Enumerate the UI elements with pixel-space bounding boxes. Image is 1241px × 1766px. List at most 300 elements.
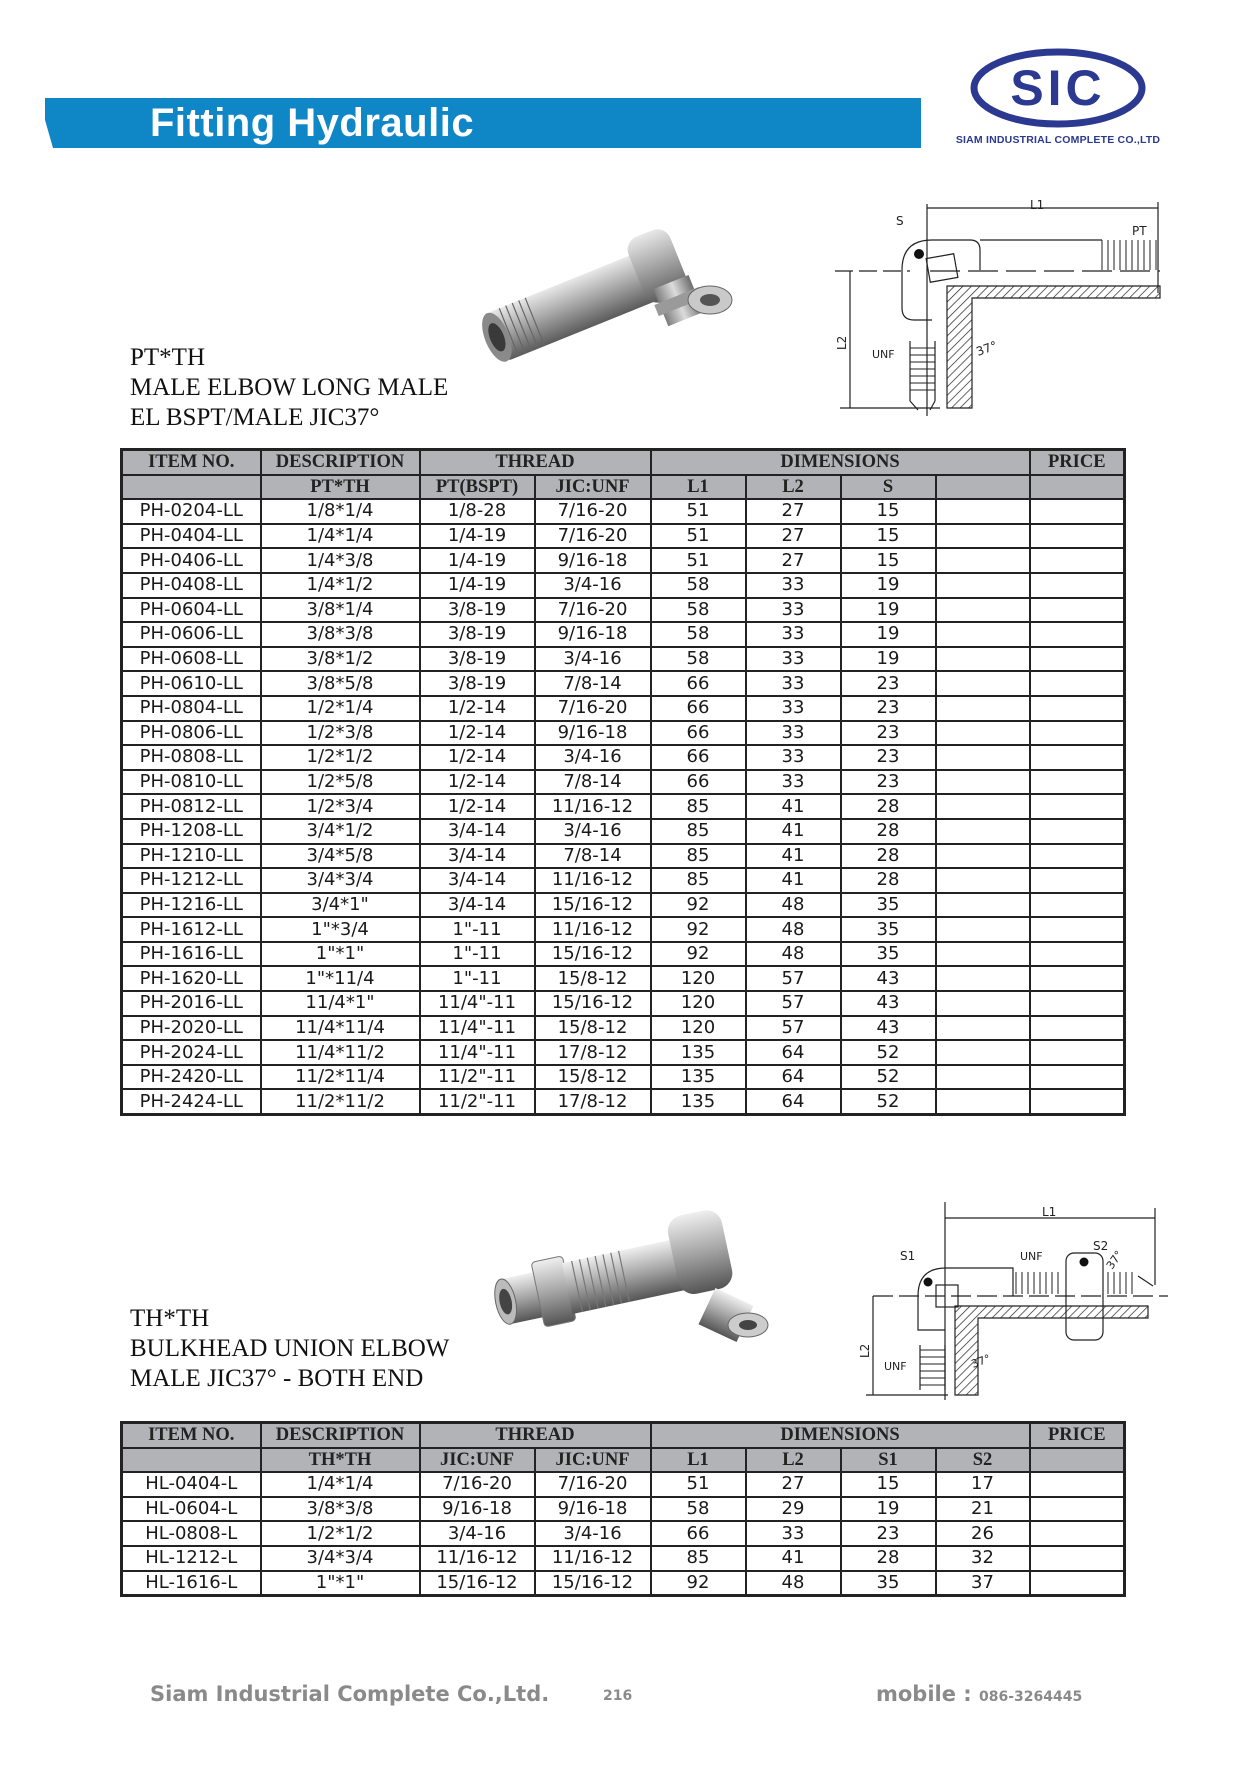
cell-thread-1: 3/8-19 [420, 622, 535, 647]
cell-dim-2: 41 [746, 794, 841, 819]
cell-item-no: HL-0808-L [122, 1521, 261, 1546]
cell-item-no: PH-0406-LL [122, 548, 261, 573]
table-row [122, 1571, 1125, 1596]
cell-dim-4 [936, 598, 1030, 623]
cell-dim-1: 92 [651, 893, 746, 918]
cell-dim-1: 85 [651, 1546, 746, 1571]
cell-dim-3: 28 [841, 1546, 936, 1571]
cell-dim-4 [936, 1065, 1030, 1090]
cell-dim-3: 35 [841, 942, 936, 967]
cell-dim-2: 27 [746, 524, 841, 549]
cell-dim-1: 85 [651, 868, 746, 893]
bulkhead-elbow-diagram [848, 1190, 1168, 1400]
cell-description: 1"*3/4 [261, 917, 420, 942]
cell-description: 11/2*11/4 [261, 1065, 420, 1090]
cell-dim-1: 120 [651, 991, 746, 1016]
cell-dim-4 [936, 696, 1030, 721]
cell-item-no: PH-1612-LL [122, 917, 261, 942]
cell-description: 1"*11/4 [261, 966, 420, 991]
cell-dim-1: 92 [651, 942, 746, 967]
table-row [122, 1089, 1125, 1114]
cell-thread-1: 11/2"-11 [420, 1065, 535, 1090]
table-row [122, 548, 1125, 573]
cell-dim-3: 23 [841, 770, 936, 795]
cell-description: 3/8*1/4 [261, 598, 420, 623]
section2-title-line: MALE JIC37° - BOTH END [130, 1365, 424, 1392]
cell-dim-3: 28 [841, 844, 936, 869]
cell-dim-2: 41 [746, 868, 841, 893]
footer-mobile [876, 1682, 1082, 1706]
cell-price [1030, 721, 1125, 746]
diagram-label-l2: L2 [858, 1343, 872, 1358]
cell-dim-1: 58 [651, 573, 746, 598]
cell-thread-2: 9/16-18 [535, 622, 651, 647]
cell-dim-4 [936, 671, 1030, 696]
company-name-logo: SIAM INDUSTRIAL COMPLETE CO.,LTD [955, 134, 1161, 146]
cell-price [1030, 696, 1125, 721]
spec-table-th-th [120, 1421, 1126, 1597]
table-row [122, 745, 1125, 770]
cell-item-no: PH-2420-LL [122, 1065, 261, 1090]
cell-price [1030, 573, 1125, 598]
cell-thread-1: 1/2-14 [420, 770, 535, 795]
cell-thread-2: 9/16-18 [535, 1497, 651, 1522]
cell-description: 11/4*1" [261, 991, 420, 1016]
diagram-label-s1: S1 [900, 1249, 916, 1263]
cell-item-no: PH-0404-LL [122, 524, 261, 549]
cell-thread-1: 1"-11 [420, 942, 535, 967]
cell-dim-4 [936, 721, 1030, 746]
cell-dim-1: 85 [651, 819, 746, 844]
cell-dim-4 [936, 1040, 1030, 1065]
cell-dim-4 [936, 745, 1030, 770]
cell-thread-2: 7/8-14 [535, 671, 651, 696]
cell-thread-2: 3/4-16 [535, 573, 651, 598]
table-row [122, 1546, 1125, 1571]
cell-dim-4 [936, 647, 1030, 672]
cell-thread-1: 1"-11 [420, 966, 535, 991]
cell-dim-4 [936, 917, 1030, 942]
footer-company: Siam Industrial Complete Co.,Ltd. [150, 1682, 550, 1706]
cell-dim-4 [936, 548, 1030, 573]
section1-title [130, 343, 448, 433]
cell-price [1030, 868, 1125, 893]
cell-thread-1: 11/4"-11 [420, 1016, 535, 1041]
subheader-price [1030, 1448, 1125, 1473]
cell-dim-1: 66 [651, 745, 746, 770]
table-row [122, 647, 1125, 672]
cell-dim-4 [936, 819, 1030, 844]
cell-dim-1: 120 [651, 1016, 746, 1041]
cell-price [1030, 1016, 1125, 1041]
cell-dim-3: 15 [841, 1472, 936, 1497]
header-thread: THREAD [420, 450, 651, 475]
cell-price [1030, 1497, 1125, 1522]
cell-description: 1"*1" [261, 1571, 420, 1596]
sic-logo-icon [938, 48, 1178, 134]
cell-dim-4 [936, 1089, 1030, 1114]
table-header-row [122, 450, 1125, 475]
cell-dim-4 [936, 573, 1030, 598]
cell-thread-2: 15/8-12 [535, 966, 651, 991]
cell-dim-2: 57 [746, 966, 841, 991]
cell-dim-4 [936, 893, 1030, 918]
cell-dim-2: 64 [746, 1089, 841, 1114]
cell-description: 1/4*3/8 [261, 548, 420, 573]
table-row [122, 622, 1125, 647]
table-header-row [122, 1423, 1125, 1448]
cell-dim-2: 33 [746, 721, 841, 746]
cell-description: 1/2*1/2 [261, 1521, 420, 1546]
cell-dim-2: 57 [746, 991, 841, 1016]
table-row [122, 917, 1125, 942]
footer-mobile-number: 086-3264445 [979, 1689, 1083, 1705]
cell-price [1030, 1571, 1125, 1596]
cell-dim-4 [936, 770, 1030, 795]
table-row [122, 868, 1125, 893]
diagram-label-unf-top: UNF [1020, 1250, 1043, 1263]
cell-thread-1: 3/4-14 [420, 819, 535, 844]
cell-item-no: PH-0604-LL [122, 598, 261, 623]
cell-price [1030, 1521, 1125, 1546]
cell-thread-1: 1/8-28 [420, 499, 535, 524]
cell-dim-3: 28 [841, 819, 936, 844]
cell-dim-4: 32 [936, 1546, 1030, 1571]
cell-thread-2: 3/4-16 [535, 647, 651, 672]
subheader-empty [122, 475, 261, 500]
cell-item-no: PH-2424-LL [122, 1089, 261, 1114]
header-banner [45, 98, 921, 148]
cell-item-no: HL-1212-L [122, 1546, 261, 1571]
cell-thread-2: 7/16-20 [535, 524, 651, 549]
cell-thread-2: 15/16-12 [535, 893, 651, 918]
cell-dim-1: 66 [651, 696, 746, 721]
table-row [122, 696, 1125, 721]
cell-thread-1: 11/2"-11 [420, 1089, 535, 1114]
cell-item-no: PH-0408-LL [122, 573, 261, 598]
cell-dim-1: 135 [651, 1040, 746, 1065]
table-row [122, 770, 1125, 795]
cell-thread-2: 15/8-12 [535, 1016, 651, 1041]
cell-price [1030, 499, 1125, 524]
cell-price [1030, 844, 1125, 869]
cell-description: 1/4*1/2 [261, 573, 420, 598]
page-title: Fitting Hydraulic [150, 101, 475, 145]
bulkhead-elbow-photo [480, 1195, 820, 1345]
cell-dim-3: 28 [841, 794, 936, 819]
cell-thread-2: 7/8-14 [535, 844, 651, 869]
cell-dim-2: 41 [746, 819, 841, 844]
cell-thread-2: 17/8-12 [535, 1089, 651, 1114]
cell-dim-3: 19 [841, 622, 936, 647]
cell-dim-2: 33 [746, 671, 841, 696]
cell-dim-4 [936, 942, 1030, 967]
cell-dim-2: 41 [746, 1546, 841, 1571]
cell-dim-4 [936, 966, 1030, 991]
table-row [122, 1497, 1125, 1522]
header-price: PRICE [1030, 1423, 1125, 1448]
diagram-label-pt: PT [1132, 224, 1147, 238]
cell-thread-1: 3/4-14 [420, 868, 535, 893]
subheader-thread-jic-2: JIC:UNF [535, 1448, 651, 1473]
table-body [122, 1472, 1125, 1595]
cell-thread-2: 15/16-12 [535, 991, 651, 1016]
cell-dim-4: 17 [936, 1472, 1030, 1497]
subheader-description: PT*TH [261, 475, 420, 500]
svg-text:SIC: SIC [1010, 60, 1106, 116]
subheader-s: S [841, 475, 936, 500]
cell-dim-3: 43 [841, 966, 936, 991]
cell-dim-1: 51 [651, 524, 746, 549]
cell-dim-4 [936, 1016, 1030, 1041]
subheader-l2: L2 [746, 1448, 841, 1473]
header-dimensions: DIMENSIONS [651, 1423, 1030, 1448]
table-row [122, 1065, 1125, 1090]
diagram-label-angle: 37° [974, 338, 1000, 359]
cell-price [1030, 1065, 1125, 1090]
cell-dim-1: 135 [651, 1089, 746, 1114]
cell-dim-3: 23 [841, 745, 936, 770]
header-price: PRICE [1030, 450, 1125, 475]
cell-item-no: PH-0810-LL [122, 770, 261, 795]
cell-dim-1: 51 [651, 548, 746, 573]
cell-thread-1: 3/8-19 [420, 598, 535, 623]
cell-dim-3: 23 [841, 721, 936, 746]
cell-dim-4 [936, 622, 1030, 647]
cell-thread-2: 11/16-12 [535, 917, 651, 942]
cell-thread-2: 3/4-16 [535, 1521, 651, 1546]
cell-description: 11/4*11/4 [261, 1016, 420, 1041]
subheader-extra [936, 475, 1030, 500]
cell-dim-2: 33 [746, 573, 841, 598]
cell-description: 1/2*1/2 [261, 745, 420, 770]
cell-price [1030, 1089, 1125, 1114]
cell-thread-2: 7/16-20 [535, 1472, 651, 1497]
cell-item-no: HL-1616-L [122, 1571, 261, 1596]
diagram-label-l1: L1 [1030, 198, 1045, 212]
table-row [122, 893, 1125, 918]
cell-item-no: PH-1208-LL [122, 819, 261, 844]
cell-thread-2: 15/16-12 [535, 942, 651, 967]
cell-dim-1: 120 [651, 966, 746, 991]
company-logo [938, 48, 1178, 158]
cell-description: 3/8*3/8 [261, 1497, 420, 1522]
table-row [122, 1521, 1125, 1546]
diagram-label-s2: S2 [1093, 1239, 1109, 1253]
cell-dim-3: 43 [841, 991, 936, 1016]
cell-thread-2: 7/16-20 [535, 598, 651, 623]
cell-price [1030, 1040, 1125, 1065]
cell-description: 1/4*1/4 [261, 1472, 420, 1497]
cell-dim-1: 92 [651, 917, 746, 942]
cell-dim-2: 57 [746, 1016, 841, 1041]
cell-thread-1: 3/4-14 [420, 893, 535, 918]
cell-thread-1: 9/16-18 [420, 1497, 535, 1522]
cell-description: 1/8*1/4 [261, 499, 420, 524]
cell-thread-1: 1/2-14 [420, 696, 535, 721]
cell-item-no: PH-2024-LL [122, 1040, 261, 1065]
cell-item-no: PH-1616-LL [122, 942, 261, 967]
cell-thread-2: 9/16-18 [535, 721, 651, 746]
diagram-label-angle-top: 37° [1103, 1248, 1126, 1272]
header-item-no: ITEM NO. [122, 450, 261, 475]
cell-dim-4 [936, 794, 1030, 819]
cell-dim-2: 48 [746, 1571, 841, 1596]
cell-dim-3: 19 [841, 647, 936, 672]
table-row [122, 573, 1125, 598]
cell-dim-1: 66 [651, 770, 746, 795]
cell-thread-1: 11/4"-11 [420, 991, 535, 1016]
cell-description: 1/2*1/4 [261, 696, 420, 721]
table-row [122, 1040, 1125, 1065]
cell-dim-3: 19 [841, 1497, 936, 1522]
cell-description: 3/8*1/2 [261, 647, 420, 672]
cell-thread-1: 1/4-19 [420, 524, 535, 549]
section2-title-line: BULKHEAD UNION ELBOW [130, 1335, 450, 1362]
cell-item-no: PH-0610-LL [122, 671, 261, 696]
cell-thread-2: 11/16-12 [535, 1546, 651, 1571]
cell-description: 3/4*1" [261, 893, 420, 918]
section2-title-line: TH*TH [130, 1305, 210, 1332]
cell-description: 3/4*1/2 [261, 819, 420, 844]
cell-dim-3: 52 [841, 1089, 936, 1114]
table-row [122, 966, 1125, 991]
cell-dim-2: 27 [746, 499, 841, 524]
cell-description: 1/2*5/8 [261, 770, 420, 795]
cell-price [1030, 770, 1125, 795]
cell-description: 1/2*3/4 [261, 794, 420, 819]
cell-price [1030, 917, 1125, 942]
subheader-description: TH*TH [261, 1448, 420, 1473]
table-row [122, 721, 1125, 746]
cell-dim-4 [936, 991, 1030, 1016]
header-dimensions: DIMENSIONS [651, 450, 1030, 475]
cell-dim-2: 27 [746, 1472, 841, 1497]
cell-thread-2: 3/4-16 [535, 819, 651, 844]
cell-dim-2: 27 [746, 548, 841, 573]
cell-dim-2: 48 [746, 893, 841, 918]
cell-thread-2: 3/4-16 [535, 745, 651, 770]
male-elbow-photo [470, 218, 770, 378]
table-row [122, 794, 1125, 819]
subheader-l1: L1 [651, 475, 746, 500]
cell-item-no: PH-1210-LL [122, 844, 261, 869]
cell-thread-1: 1/4-19 [420, 548, 535, 573]
cell-dim-3: 35 [841, 917, 936, 942]
diagram-label-unf: UNF [872, 348, 895, 361]
cell-item-no: PH-1620-LL [122, 966, 261, 991]
cell-dim-3: 19 [841, 598, 936, 623]
header-item-no: ITEM NO. [122, 1423, 261, 1448]
cell-dim-2: 33 [746, 647, 841, 672]
cell-dim-1: 58 [651, 1497, 746, 1522]
cell-dim-1: 66 [651, 721, 746, 746]
diagram-label-angle-bottom: 37° [969, 1351, 993, 1371]
cell-description: 3/4*5/8 [261, 844, 420, 869]
cell-dim-4 [936, 868, 1030, 893]
cell-thread-1: 1/2-14 [420, 745, 535, 770]
cell-item-no: HL-0604-L [122, 1497, 261, 1522]
cell-item-no: PH-1216-LL [122, 893, 261, 918]
cell-price [1030, 524, 1125, 549]
cell-dim-2: 48 [746, 942, 841, 967]
cell-thread-1: 1/4-19 [420, 573, 535, 598]
cell-thread-2: 15/16-12 [535, 1571, 651, 1596]
table-row [122, 1016, 1125, 1041]
cell-price [1030, 794, 1125, 819]
cell-dim-3: 15 [841, 524, 936, 549]
cell-price [1030, 942, 1125, 967]
cell-dim-1: 135 [651, 1065, 746, 1090]
cell-thread-1: 11/16-12 [420, 1546, 535, 1571]
cell-description: 3/8*3/8 [261, 622, 420, 647]
cell-dim-3: 35 [841, 893, 936, 918]
subheader-s2: S2 [936, 1448, 1030, 1473]
subheader-l1: L1 [651, 1448, 746, 1473]
section2-title [130, 1304, 449, 1394]
header-description: DESCRIPTION [261, 450, 420, 475]
cell-description: 1/4*1/4 [261, 524, 420, 549]
cell-price [1030, 671, 1125, 696]
cell-dim-2: 33 [746, 745, 841, 770]
cell-thread-1: 15/16-12 [420, 1571, 535, 1596]
cell-dim-2: 33 [746, 1521, 841, 1546]
header-thread: THREAD [420, 1423, 651, 1448]
cell-price [1030, 966, 1125, 991]
table-row [122, 942, 1125, 967]
subheader-l2: L2 [746, 475, 841, 500]
cell-price [1030, 819, 1125, 844]
cell-dim-1: 51 [651, 499, 746, 524]
cell-dim-1: 85 [651, 794, 746, 819]
cell-dim-1: 58 [651, 622, 746, 647]
cell-thread-1: 1/2-14 [420, 721, 535, 746]
cell-item-no: PH-0204-LL [122, 499, 261, 524]
cell-dim-1: 92 [651, 1571, 746, 1596]
cell-dim-3: 28 [841, 868, 936, 893]
diagram-label-s: S [896, 214, 904, 228]
table-row [122, 844, 1125, 869]
cell-thread-1: 7/16-20 [420, 1472, 535, 1497]
cell-thread-2: 7/8-14 [535, 770, 651, 795]
diagram-label-l1: L1 [1042, 1205, 1057, 1219]
cell-dim-2: 33 [746, 622, 841, 647]
cell-item-no: PH-1212-LL [122, 868, 261, 893]
cell-item-no: PH-0812-LL [122, 794, 261, 819]
section1-title-line: EL BSPT/MALE JIC37° [130, 404, 380, 431]
cell-dim-3: 52 [841, 1065, 936, 1090]
cell-description: 11/2*11/2 [261, 1089, 420, 1114]
cell-description: 3/4*3/4 [261, 868, 420, 893]
cell-thread-2: 11/16-12 [535, 794, 651, 819]
cell-dim-3: 15 [841, 548, 936, 573]
cell-dim-2: 29 [746, 1497, 841, 1522]
cell-thread-2: 17/8-12 [535, 1040, 651, 1065]
cell-description: 1"*1" [261, 942, 420, 967]
spec-table-pt-th [120, 448, 1126, 1116]
cell-dim-2: 41 [746, 844, 841, 869]
cell-dim-4 [936, 524, 1030, 549]
cell-dim-3: 23 [841, 1521, 936, 1546]
cell-item-no: PH-0804-LL [122, 696, 261, 721]
cell-description: 3/8*5/8 [261, 671, 420, 696]
table-subheader-row [122, 475, 1125, 500]
cell-thread-1: 1"-11 [420, 917, 535, 942]
cell-thread-2: 15/8-12 [535, 1065, 651, 1090]
subheader-thread-jic: JIC:UNF [535, 475, 651, 500]
section1-title-line: MALE ELBOW LONG MALE [130, 374, 449, 401]
subheader-price [1030, 475, 1125, 500]
